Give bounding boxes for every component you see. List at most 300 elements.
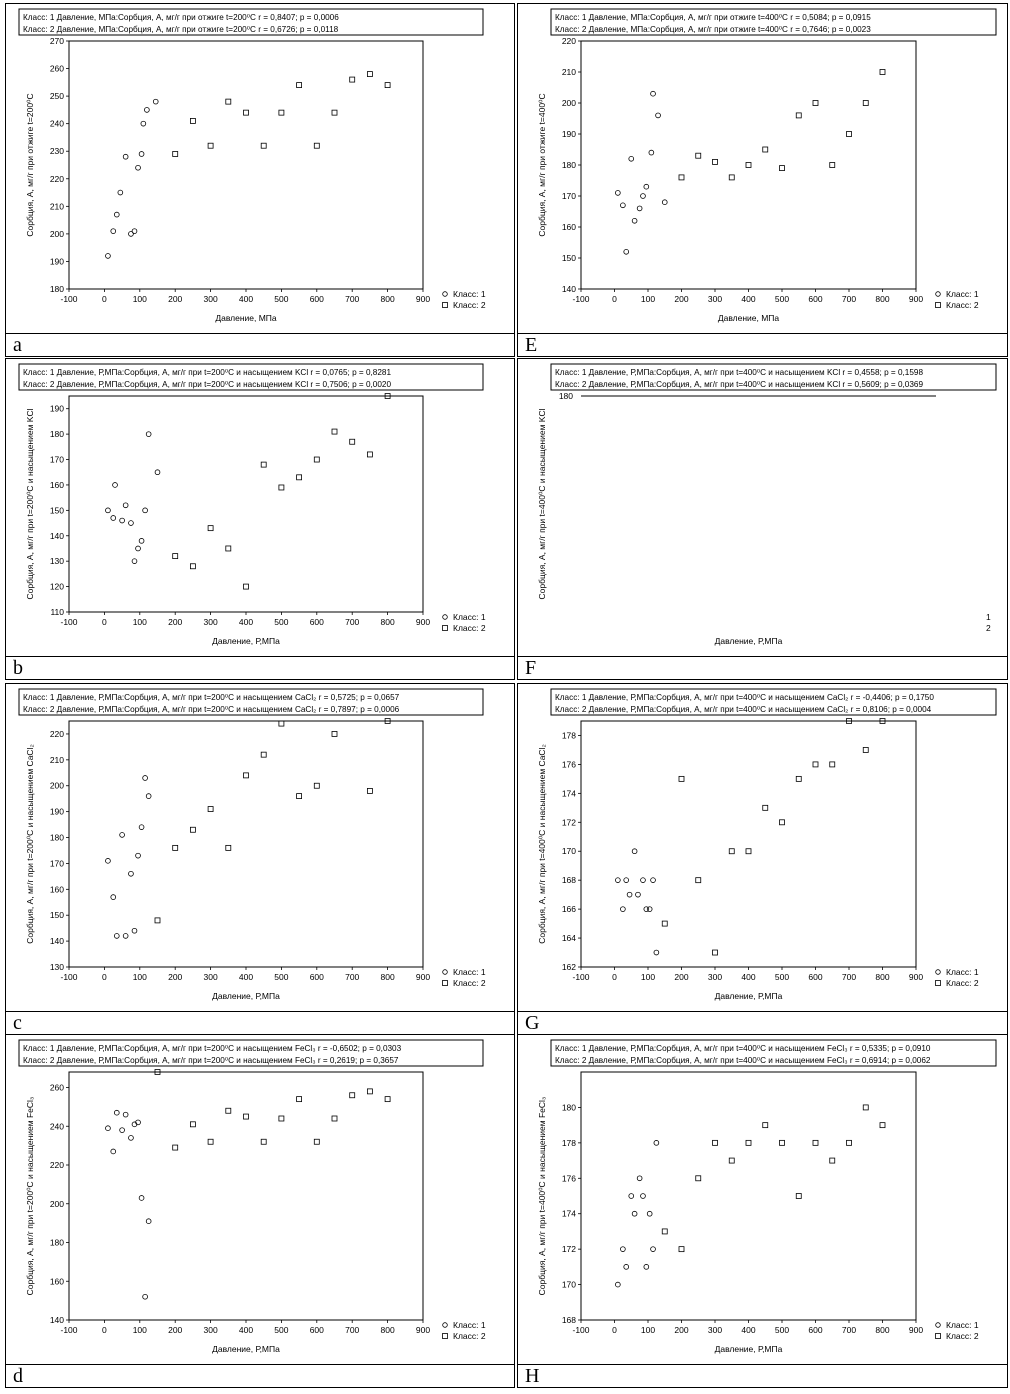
point-class-1 bbox=[146, 794, 151, 799]
point-class-1 bbox=[143, 1294, 148, 1299]
y-tick-label: 168 bbox=[561, 875, 576, 886]
y-tick-label: 176 bbox=[561, 759, 576, 770]
point-class-2 bbox=[813, 101, 818, 106]
stats-line: Класс: 2 Давление, МПа:Сорбция, А, мг/г при отжиге t=400⁰C r = 0,7646; p = 0,0023 bbox=[555, 25, 871, 34]
scatter-chart bbox=[7, 685, 513, 1009]
point-class-2 bbox=[332, 1116, 337, 1121]
point-class-1 bbox=[143, 776, 148, 781]
x-tick-label: 200 bbox=[168, 617, 183, 627]
panel-label: E bbox=[525, 334, 538, 356]
point-class-2 bbox=[830, 1158, 835, 1163]
x-tick-label: 400 bbox=[238, 617, 254, 627]
point-class-1 bbox=[114, 934, 119, 939]
point-class-2 bbox=[729, 1158, 734, 1163]
point-class-2 bbox=[190, 564, 195, 569]
x-tick-label: 300 bbox=[707, 1325, 723, 1335]
legend-marker-circle bbox=[443, 1323, 448, 1328]
point-class-2 bbox=[190, 827, 195, 832]
x-tick-label: 600 bbox=[309, 294, 324, 304]
y-tick-label: 200 bbox=[49, 780, 64, 791]
x-tick-label: 900 bbox=[415, 1325, 431, 1335]
y-tick-label: 140 bbox=[49, 936, 64, 947]
x-tick-label: 100 bbox=[640, 1325, 656, 1335]
x-tick-label: 800 bbox=[875, 1325, 890, 1335]
point-class-2 bbox=[332, 429, 337, 434]
point-class-1 bbox=[113, 483, 118, 488]
x-tick-label: 200 bbox=[168, 972, 183, 982]
point-class-1 bbox=[651, 878, 656, 883]
point-class-2 bbox=[763, 805, 768, 810]
y-tick-label: 190 bbox=[49, 806, 64, 817]
point-class-2 bbox=[261, 1139, 266, 1144]
point-class-2 bbox=[244, 773, 249, 778]
point-class-2 bbox=[226, 1108, 231, 1113]
x-tick-label: 100 bbox=[132, 972, 147, 982]
legend-marker-square bbox=[936, 1334, 941, 1339]
y-tick-label: 230 bbox=[49, 146, 64, 157]
y-tick-label: 180 bbox=[561, 160, 576, 170]
y-tick-label: 170 bbox=[561, 191, 576, 201]
x-tick-label: 800 bbox=[875, 972, 890, 982]
x-tick-label: 500 bbox=[274, 617, 289, 627]
point-class-1 bbox=[141, 121, 146, 126]
x-tick-label: 500 bbox=[274, 294, 289, 304]
point-class-1 bbox=[120, 833, 125, 838]
point-class-2 bbox=[385, 1097, 390, 1102]
point-class-1 bbox=[651, 91, 656, 96]
y-tick-label: 168 bbox=[561, 1315, 576, 1325]
y-tick-label: 180 bbox=[49, 832, 64, 843]
y-tick-label: 178 bbox=[561, 730, 576, 741]
point-class-2 bbox=[261, 752, 266, 757]
plot-frame bbox=[69, 396, 423, 612]
point-class-1 bbox=[139, 825, 144, 830]
point-class-2 bbox=[314, 1139, 319, 1144]
panel-label: H bbox=[525, 1365, 540, 1387]
point-class-1 bbox=[629, 1194, 634, 1199]
y-tick-label: 170 bbox=[49, 858, 64, 869]
panel-label: d bbox=[13, 1365, 23, 1387]
point-class-1 bbox=[629, 156, 634, 161]
legend-entry: Класс: 2 bbox=[946, 300, 979, 310]
y-tick-label: 220 bbox=[49, 1160, 64, 1170]
point-class-2 bbox=[261, 143, 266, 148]
point-class-2 bbox=[830, 762, 835, 767]
point-class-2 bbox=[830, 163, 835, 168]
point-class-1 bbox=[111, 516, 116, 521]
legend-marker-circle bbox=[443, 292, 448, 297]
y-tick-label: 220 bbox=[49, 173, 64, 184]
point-class-1 bbox=[136, 546, 141, 551]
point-class-2 bbox=[350, 77, 355, 82]
y-tick-label: 260 bbox=[49, 1082, 64, 1093]
x-tick-label: 200 bbox=[674, 294, 689, 304]
y-tick-label: 240 bbox=[49, 1121, 64, 1132]
x-tick-label: 900 bbox=[908, 294, 924, 304]
y-tick-label: 200 bbox=[49, 228, 64, 239]
x-tick-label: 900 bbox=[415, 294, 431, 304]
point-class-2 bbox=[729, 849, 734, 854]
point-class-2 bbox=[813, 762, 818, 767]
point-class-1 bbox=[129, 521, 134, 526]
point-class-2 bbox=[763, 1123, 768, 1128]
point-class-2 bbox=[314, 457, 319, 462]
point-class-2 bbox=[863, 747, 868, 752]
stats-line: Класс: 1 Давление, Р,МПа:Сорбция, А, мг/г при t=200⁰C и насыщением CaCl₂ r = 0,5725; p = 0,0657 bbox=[23, 693, 400, 702]
x-tick-label: 800 bbox=[380, 1325, 395, 1335]
y-tick-label: 174 bbox=[561, 788, 576, 799]
y-tick-label: 166 bbox=[561, 904, 576, 915]
legend-entry: 2 bbox=[986, 623, 991, 633]
point-class-1 bbox=[132, 559, 137, 564]
x-tick-label: 600 bbox=[808, 972, 823, 982]
y-tick-label: 220 bbox=[561, 36, 576, 46]
legend-entry: Класс: 1 bbox=[453, 612, 486, 622]
point-class-1 bbox=[651, 1247, 656, 1252]
y-tick-label: 130 bbox=[49, 556, 64, 567]
y-axis-label: Сорбция, А, мг/г при t=200⁰C и насыщением CaCl₂ bbox=[25, 744, 35, 944]
x-tick-label: -100 bbox=[60, 972, 78, 982]
point-class-1 bbox=[647, 907, 652, 912]
point-class-2 bbox=[385, 83, 390, 88]
x-axis-label: Давление, МПа bbox=[215, 313, 277, 323]
panel-label: b bbox=[13, 657, 23, 679]
legend-marker-circle bbox=[936, 1323, 941, 1328]
legend-marker-circle bbox=[443, 615, 448, 620]
point-class-1 bbox=[146, 1219, 151, 1224]
x-tick-label: -100 bbox=[572, 294, 590, 304]
x-tick-label: 800 bbox=[875, 294, 890, 304]
panel-divider bbox=[5, 1364, 515, 1365]
point-class-2 bbox=[696, 878, 701, 883]
stats-line: Класс: 2 Давление, Р,МПа:Сорбция, А, мг/г при t=200⁰C и насыщением FeCl₃ r = 0,2619; p = 0,3657 bbox=[23, 1056, 399, 1065]
panel-label: G bbox=[525, 1012, 540, 1034]
x-axis-label: Давление, МПа bbox=[717, 313, 780, 323]
stats-line: Класс: 1 Давление, Р,МПа:Сорбция, А, мг/г при t=400⁰C и насыщением FeCl₃ r = 0,5335; p = 0,0910 bbox=[555, 1044, 931, 1053]
point-class-2 bbox=[863, 101, 868, 106]
x-tick-label: 300 bbox=[203, 972, 218, 982]
point-class-2 bbox=[190, 118, 195, 123]
point-class-1 bbox=[624, 878, 629, 883]
point-class-2 bbox=[367, 788, 372, 793]
point-class-1 bbox=[641, 1194, 646, 1199]
stats-line: Класс: 2 Давление, Р,МПа:Сорбция, А, мг/г при t=400⁰C и насыщением CaCl₂ r = 0,8106; p = 0,0004 bbox=[555, 705, 932, 714]
y-axis-label: Сорбция, А, мг/г при t=400⁰C и насыщением CaCl₂ bbox=[537, 744, 547, 944]
x-tick-label: 500 bbox=[774, 294, 790, 304]
point-class-2 bbox=[226, 99, 231, 104]
x-tick-label: 600 bbox=[808, 294, 823, 304]
point-class-2 bbox=[796, 113, 801, 118]
stats-line: Класс: 1 Давление, Р,МПа:Сорбция, А, мг/г при t=200⁰C и насыщением KCl r = 0,0765; p = 0,8281 bbox=[23, 368, 392, 377]
x-tick-label: 200 bbox=[168, 294, 183, 304]
point-class-1 bbox=[632, 218, 637, 223]
panel-divider bbox=[517, 1364, 1008, 1365]
y-tick-label: 130 bbox=[49, 962, 64, 972]
x-tick-label: -100 bbox=[572, 1325, 590, 1335]
point-class-1 bbox=[620, 203, 625, 208]
legend-entry: Класс: 2 bbox=[946, 978, 979, 988]
x-tick-label: 400 bbox=[238, 972, 254, 982]
x-tick-label: 300 bbox=[203, 294, 218, 304]
y-axis-label: Сорбция, А, мг/г при t=400⁰C и насыщением KCl bbox=[537, 408, 547, 600]
legend-entry: Класс: 2 bbox=[453, 623, 486, 633]
y-axis-label: Сорбция, А, мг/г при t=200⁰C и насыщением KCl bbox=[25, 408, 35, 600]
legend-marker-square bbox=[443, 1334, 448, 1339]
point-class-1 bbox=[123, 503, 128, 508]
point-class-2 bbox=[190, 1122, 195, 1127]
x-tick-label: 0 bbox=[102, 1325, 107, 1335]
point-class-1 bbox=[144, 107, 149, 112]
point-class-1 bbox=[662, 200, 667, 205]
x-tick-label: 300 bbox=[707, 972, 723, 982]
legend-marker-circle bbox=[443, 970, 448, 975]
point-class-1 bbox=[654, 950, 659, 955]
y-tick-label: 200 bbox=[49, 1198, 64, 1209]
legend-marker-circle bbox=[936, 970, 941, 975]
x-tick-label: 800 bbox=[380, 972, 395, 982]
legend-entry: Класс: 1 bbox=[946, 289, 979, 299]
y-tick-label: 240 bbox=[49, 118, 64, 129]
y-tick-label: 160 bbox=[49, 479, 64, 490]
x-tick-label: 400 bbox=[741, 972, 756, 982]
point-class-2 bbox=[696, 1176, 701, 1181]
point-class-2 bbox=[279, 721, 284, 726]
panel-label: a bbox=[13, 334, 22, 356]
y-tick-label: 180 bbox=[49, 1237, 64, 1248]
y-tick-label: 140 bbox=[49, 1315, 64, 1325]
y-tick-label: 160 bbox=[49, 884, 64, 895]
stats-line: Класс: 2 Давление, Р,МПа:Сорбция, А, мг/г при t=400⁰C и насыщением FeCl₃ r = 0,6914; p = 0,0062 bbox=[555, 1056, 931, 1065]
point-class-2 bbox=[279, 485, 284, 490]
stats-line: Класс: 1 Давление, МПа:Сорбция, А, мг/г при отжиге t=400⁰C r = 0,5084; p = 0,0915 bbox=[555, 13, 871, 22]
point-class-2 bbox=[314, 143, 319, 148]
point-class-2 bbox=[880, 70, 885, 75]
point-class-2 bbox=[746, 849, 751, 854]
x-tick-label: -100 bbox=[60, 1325, 78, 1335]
legend-entry: Класс: 1 bbox=[946, 967, 979, 977]
point-class-2 bbox=[847, 1140, 852, 1145]
y-tick-label: 190 bbox=[49, 256, 64, 267]
point-class-1 bbox=[111, 229, 116, 234]
y-tick-label: 220 bbox=[49, 728, 64, 739]
stats-line: Класс: 2 Давление, Р,МПа:Сорбция, А, мг/г при t=200⁰C и насыщением CaCl₂ r = 0,7897; p = 0,0006 bbox=[23, 705, 400, 714]
legend-entry: Класс: 1 bbox=[453, 967, 486, 977]
point-class-1 bbox=[123, 154, 128, 159]
plot-frame bbox=[581, 1072, 916, 1320]
legend-marker-square bbox=[443, 981, 448, 986]
point-class-1 bbox=[644, 184, 649, 189]
x-tick-label: 800 bbox=[380, 294, 395, 304]
point-class-1 bbox=[111, 895, 116, 900]
point-class-2 bbox=[780, 166, 785, 171]
x-tick-label: 900 bbox=[415, 972, 431, 982]
point-class-1 bbox=[644, 1264, 649, 1269]
point-class-1 bbox=[632, 849, 637, 854]
legend-marker-square bbox=[936, 981, 941, 986]
stats-line: Класс: 2 Давление, Р,МПа:Сорбция, А, мг/г при t=400⁰C и насыщением KCl r = 0,5609; p = 0,0369 bbox=[555, 380, 924, 389]
point-class-1 bbox=[132, 928, 137, 933]
x-tick-label: 500 bbox=[774, 972, 790, 982]
point-class-2 bbox=[208, 807, 213, 812]
point-class-2 bbox=[332, 110, 337, 115]
stats-line: Класс: 2 Давление, МПа:Сорбция, А, мг/г при отжиге t=200⁰C r = 0,6726; p = 0,0118 bbox=[23, 25, 339, 34]
stats-line: Класс: 2 Давление, Р,МПа:Сорбция, А, мг/г при t=200⁰C и насыщением KCl r = 0,7506; p = 0,0020 bbox=[23, 380, 392, 389]
stats-line: Класс: 1 Давление, Р,МПа:Сорбция, А, мг/г при t=400⁰C и насыщением CaCl₂ r = -0,4406; p = 0,1750 bbox=[555, 693, 934, 702]
x-tick-label: 400 bbox=[741, 294, 756, 304]
x-tick-label: -100 bbox=[60, 617, 78, 627]
legend-entry: Класс: 1 bbox=[453, 1320, 486, 1330]
point-class-1 bbox=[123, 934, 128, 939]
y-tick-label: 140 bbox=[561, 284, 576, 294]
y-tick-label: 180 bbox=[49, 429, 64, 440]
plot-frame bbox=[581, 41, 916, 289]
x-tick-label: 700 bbox=[841, 294, 857, 304]
point-class-2 bbox=[297, 794, 302, 799]
point-class-2 bbox=[261, 462, 266, 467]
legend-marker-square bbox=[443, 303, 448, 308]
x-tick-label: -100 bbox=[60, 294, 78, 304]
x-tick-label: -100 bbox=[572, 972, 590, 982]
panel-divider bbox=[5, 333, 515, 334]
x-tick-label: 0 bbox=[102, 294, 107, 304]
y-tick-label: 176 bbox=[561, 1173, 576, 1184]
point-class-1 bbox=[136, 165, 141, 170]
point-class-2 bbox=[813, 1140, 818, 1145]
point-class-1 bbox=[120, 518, 125, 523]
panel-label: c bbox=[13, 1012, 22, 1034]
point-class-1 bbox=[654, 1140, 659, 1145]
plot-frame bbox=[69, 41, 423, 289]
scatter-chart bbox=[519, 685, 1006, 1009]
point-class-1 bbox=[641, 194, 646, 199]
point-class-2 bbox=[662, 921, 667, 926]
x-tick-label: 900 bbox=[908, 1325, 924, 1335]
scatter-chart bbox=[519, 5, 1006, 331]
x-axis-label: Давление, Р,МПа bbox=[212, 1344, 280, 1354]
y-tick-label: 120 bbox=[49, 581, 64, 592]
point-class-2 bbox=[173, 1145, 178, 1150]
point-class-2 bbox=[880, 1123, 885, 1128]
x-tick-label: 700 bbox=[345, 617, 360, 627]
point-class-2 bbox=[297, 83, 302, 88]
point-class-2 bbox=[226, 546, 231, 551]
x-tick-label: 400 bbox=[741, 1325, 756, 1335]
point-class-1 bbox=[106, 858, 111, 863]
point-class-1 bbox=[649, 150, 654, 155]
panel-divider bbox=[517, 1011, 1008, 1012]
point-class-1 bbox=[139, 538, 144, 543]
x-tick-label: 700 bbox=[345, 1325, 360, 1335]
y-tick-label: 210 bbox=[49, 754, 64, 765]
y-tick-label: 172 bbox=[561, 1244, 576, 1255]
x-tick-label: 500 bbox=[274, 972, 289, 982]
x-tick-label: 100 bbox=[132, 294, 147, 304]
point-class-2 bbox=[297, 475, 302, 480]
point-class-2 bbox=[367, 72, 372, 77]
y-tick-label: 190 bbox=[561, 129, 576, 139]
point-class-2 bbox=[367, 1089, 372, 1094]
x-tick-label: 100 bbox=[640, 972, 656, 982]
x-tick-label: 400 bbox=[238, 1325, 254, 1335]
y-tick-label: 174 bbox=[561, 1208, 576, 1219]
point-class-2 bbox=[729, 175, 734, 180]
x-tick-label: 700 bbox=[841, 1325, 857, 1335]
legend-entry: Класс: 2 bbox=[453, 1331, 486, 1341]
plot-frame bbox=[69, 721, 423, 967]
point-class-2 bbox=[226, 845, 231, 850]
panel-label: F bbox=[525, 657, 537, 679]
point-class-1 bbox=[620, 1247, 625, 1252]
y-tick-label: 210 bbox=[49, 201, 64, 212]
x-tick-label: 700 bbox=[345, 294, 360, 304]
point-class-2 bbox=[847, 132, 852, 137]
point-class-1 bbox=[114, 1110, 119, 1115]
legend-entry: Класс: 2 bbox=[453, 300, 486, 310]
point-class-2 bbox=[780, 1140, 785, 1145]
point-class-1 bbox=[106, 1126, 111, 1131]
x-tick-label: 300 bbox=[203, 617, 218, 627]
point-class-2 bbox=[332, 731, 337, 736]
y-tick-label: 260 bbox=[49, 63, 64, 74]
point-class-1 bbox=[118, 190, 123, 195]
point-class-2 bbox=[244, 584, 249, 589]
point-class-1 bbox=[106, 254, 111, 259]
point-class-1 bbox=[155, 470, 160, 475]
y-tick-label: 164 bbox=[561, 933, 576, 944]
x-axis-label: Давление, Р,МПа bbox=[714, 636, 783, 646]
point-class-2 bbox=[350, 1093, 355, 1098]
point-class-1 bbox=[620, 907, 625, 912]
point-class-2 bbox=[763, 147, 768, 152]
point-class-2 bbox=[155, 918, 160, 923]
x-tick-label: 700 bbox=[841, 972, 857, 982]
y-tick-label: 140 bbox=[49, 530, 64, 541]
x-axis-label: Давление, Р,МПа bbox=[714, 991, 783, 1001]
plot-frame bbox=[581, 721, 916, 967]
panel-divider bbox=[517, 333, 1008, 334]
point-class-2 bbox=[713, 950, 718, 955]
point-class-1 bbox=[143, 508, 148, 513]
point-class-1 bbox=[615, 191, 620, 196]
stats-line: Класс: 1 Давление, Р,МПа:Сорбция, А, мг/г при t=200⁰C и насыщением FeCl₃ r = -0,6502; p = 0,0303 bbox=[23, 1044, 402, 1053]
x-tick-label: 100 bbox=[132, 1325, 147, 1335]
point-class-2 bbox=[713, 159, 718, 164]
legend-entry: Класс: 2 bbox=[946, 1331, 979, 1341]
scatter-chart bbox=[7, 5, 513, 331]
point-class-2 bbox=[863, 1105, 868, 1110]
x-tick-label: 300 bbox=[707, 294, 723, 304]
point-class-1 bbox=[136, 853, 141, 858]
y-axis-label: Сорбция, А, мг/г при отжиге t=400⁰C bbox=[537, 93, 547, 237]
point-class-1 bbox=[139, 1196, 144, 1201]
point-class-1 bbox=[129, 871, 134, 876]
point-class-2 bbox=[208, 526, 213, 531]
point-class-2 bbox=[297, 1097, 302, 1102]
point-class-1 bbox=[120, 1128, 125, 1133]
x-tick-label: 100 bbox=[132, 617, 147, 627]
y-tick-label: 180 bbox=[561, 1102, 576, 1113]
x-tick-label: 200 bbox=[674, 1325, 689, 1335]
point-class-2 bbox=[173, 845, 178, 850]
scatter-chart bbox=[7, 360, 513, 654]
stats-line: Класс: 1 Давление, Р,МПа:Сорбция, А, мг/г при t=400⁰C и насыщением KCl r = 0,4558; p = 0,1598 bbox=[555, 368, 924, 377]
x-tick-label: 900 bbox=[415, 617, 431, 627]
legend-marker-square bbox=[936, 303, 941, 308]
x-tick-label: 500 bbox=[274, 1325, 289, 1335]
point-class-1 bbox=[123, 1112, 128, 1117]
point-class-1 bbox=[139, 152, 144, 157]
x-tick-label: 0 bbox=[102, 972, 107, 982]
